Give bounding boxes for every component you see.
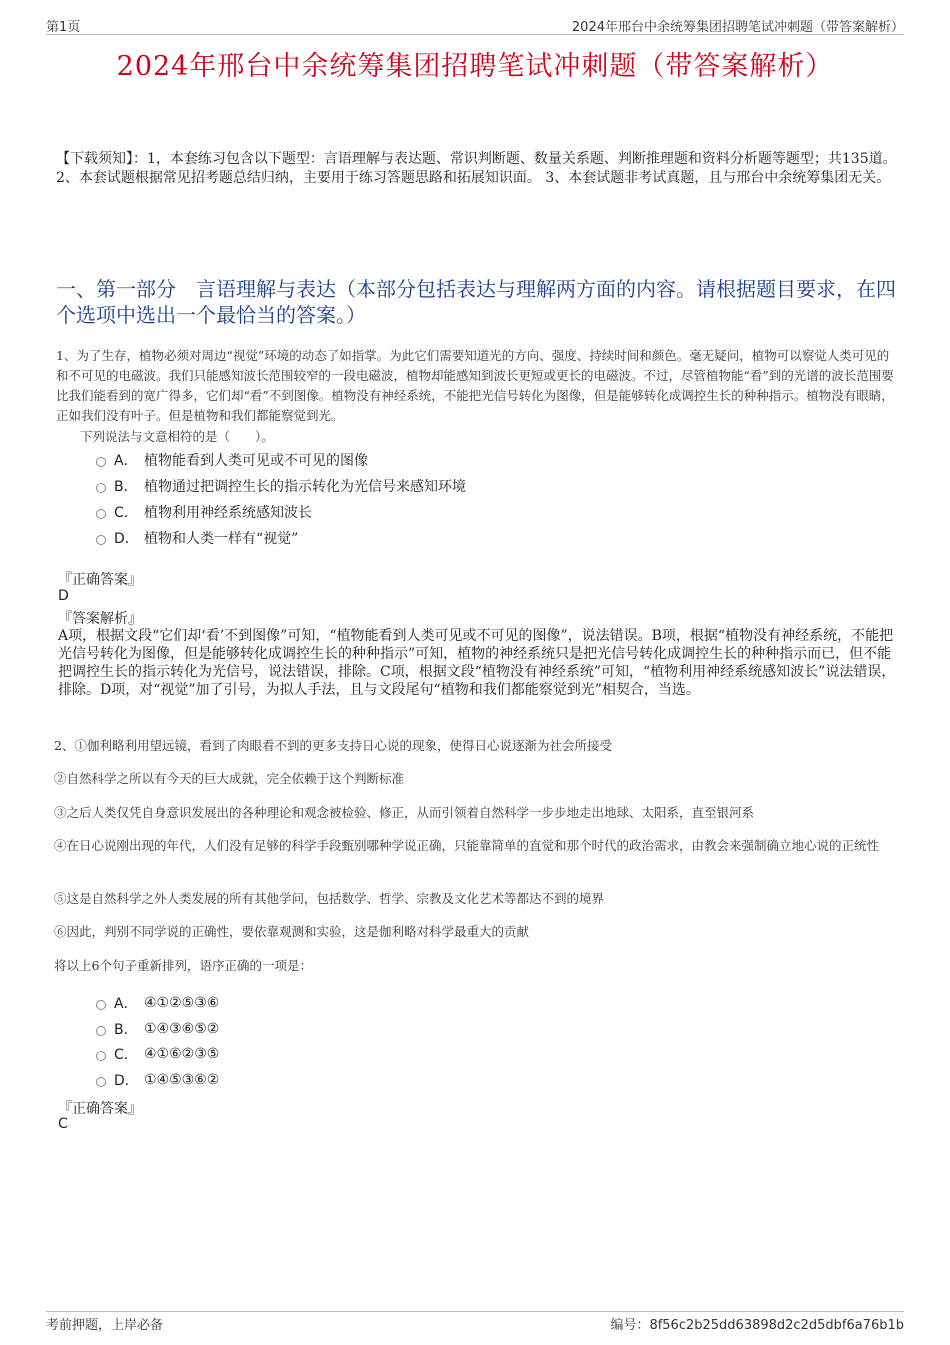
- option-text: 植物能看到人类可见或不可见的图像: [144, 453, 368, 469]
- q2-option-a[interactable]: [96, 993, 219, 1013]
- radio-icon[interactable]: [96, 1026, 106, 1036]
- option-letter: C．: [114, 505, 138, 521]
- q1-option-c[interactable]: [96, 502, 312, 522]
- q1-analysis-label: 『答案解析』: [58, 611, 142, 627]
- option-letter: A．: [114, 996, 138, 1012]
- q2-sentence-3: ③之后人类仅凭自身意识发展出的各种理论和观念被检验、修正，从而引领着自然科学一步步地走出地球、太阳系，直至银河系: [54, 805, 755, 820]
- q1-answer-label: 『正确答案』: [58, 572, 142, 588]
- option-letter: D．: [114, 1073, 139, 1089]
- question-1-text: 1、为了生存，植物必须对周边“视觉”环境的动态了如指掌。为此它们需要知道光的方向、强度、持续时间和颜色。毫无疑问，植物可以察觉人类可见的和不可见的电磁波。我们只能感知波长范围较窄的一段电磁波，植物却能感知到波长更短或更长的电磁波。不过，尽管植物能“看”到的光谱的波长范围要比我们能看到的宽广得多，它们却“看”不到图像。植物没有神经系统，不能把光信号转化为图像，但是能够转化成调控生长的种种指示。植物没有眼睛，正如我们没有叶子。但是植物和我们都能察觉到光。: [56, 348, 894, 423]
- q1-option-a[interactable]: [96, 450, 368, 470]
- radio-icon[interactable]: [96, 1051, 106, 1061]
- page-footer: [46, 1311, 904, 1332]
- q2-sentence-5: ⑤这是自然科学之外人类发展的所有其他学问，包括数学、哲学、宗教及文化艺术等都达不到的境界: [54, 891, 605, 906]
- download-notice: 【下载须知】：1，本套练习包含以下题型：言语理解与表达题、常识判断题、数量关系题、判断推理题和资料分析题等题型；共135道。 2、本套试题根据常见招考题总结归纳，主要用于练习答题思路和拓展知识面。 3、本套试题非考试真题，且与邢台中余统筹集团无关。: [56, 151, 897, 186]
- document-title: 2024年邢台中余统筹集团招聘笔试冲刺题（带答案解析）: [116, 51, 834, 82]
- option-letter: B．: [114, 1022, 138, 1038]
- q1-analysis: A项，根据文段“它们却‘看’不到图像”可知，“植物能看到人类可见或不可见的图像”，说法错误。B项，根据“植物没有神经系统，不能把光信号转化为图像，但是能够转化成调控生长的种种指示”可知，植物的神经系统只是把光信号转化成调控生长的种种指示而已，但不能把调控生长的指示转化为光信号，说法错误，排除。C项，根据文段“植物没有神经系统”可知，“植物利用神经系统感知波长”说法错误，排除。D项，对“视觉”加了引号，为拟人手法，且与文段尾句“植物和我们都能察觉到光”相契合，当选。: [58, 628, 896, 698]
- footer-code: 编号：8f56c2b25dd63898d2c2d5dbf6a76b1b: [610, 1318, 904, 1333]
- option-letter: B．: [114, 479, 138, 495]
- q2-answer: C: [58, 1116, 68, 1132]
- q2-sentence-6: ⑥因此，判别不同学说的正确性，要依靠观测和实验，这是伽利略对科学最重大的贡献: [54, 924, 530, 939]
- option-text: ④①⑥②③⑤: [144, 1046, 220, 1062]
- footer-slogan: 考前押题，上岸必备: [46, 1318, 164, 1333]
- option-text: ①④⑤③⑥②: [144, 1072, 220, 1088]
- radio-icon[interactable]: [96, 509, 106, 519]
- q2-answer-label: 『正确答案』: [58, 1101, 142, 1117]
- q1-option-b[interactable]: [96, 476, 466, 496]
- radio-icon[interactable]: [96, 483, 106, 493]
- radio-icon[interactable]: [96, 535, 106, 545]
- section-title: 一、第一部分 言语理解与表达（本部分包括表达与理解两方面的内容。请根据题目要求，在四个选项中选出一个最恰当的答案。）: [56, 277, 896, 327]
- radio-icon[interactable]: [96, 457, 106, 467]
- option-letter: C．: [114, 1047, 138, 1063]
- header-doc-title: 2024年邢台中余统筹集团招聘笔试冲刺题（带答案解析）: [571, 20, 904, 35]
- radio-icon[interactable]: [96, 1077, 106, 1087]
- option-text: ④①②⑤③⑥: [144, 995, 220, 1011]
- page-header: [46, 14, 904, 35]
- option-letter: D．: [114, 531, 139, 547]
- q2-option-b[interactable]: [96, 1019, 219, 1039]
- page-number: 第1页: [46, 20, 81, 35]
- radio-icon[interactable]: [96, 1000, 106, 1010]
- option-text: 植物通过把调控生长的指示转化为光信号来感知环境: [144, 479, 466, 495]
- q2-option-c[interactable]: [96, 1044, 219, 1064]
- q1-answer: D: [58, 588, 69, 604]
- option-text: 植物和人类一样有“视觉”: [144, 531, 299, 547]
- q2-sentence-2: ②自然科学之所以有今天的巨大成就，完全依赖于这个判断标准: [54, 771, 405, 786]
- option-text: ①④③⑥⑤②: [144, 1021, 220, 1037]
- q2-stem: 将以上6个句子重新排列，语序正确的一项是：: [54, 958, 312, 973]
- option-letter: A．: [114, 453, 138, 469]
- q2-sentence-4: ④在日心说刚出现的年代，人们没有足够的科学手段甄别哪种学说正确，只能靠简单的直觉和那个时代的政治需求，由教会来强制确立地心说的正统性: [54, 838, 880, 853]
- question-1-stem: 下列说法与文意相符的是（ ）。: [80, 429, 274, 444]
- option-text: 植物利用神经系统感知波长: [144, 505, 312, 521]
- q2-option-d[interactable]: [96, 1070, 219, 1090]
- q2-sentence-1: 2、①伽利略利用望远镜，看到了肉眼看不到的更多支持日心说的现象，使得日心说逐渐为社会所接受: [54, 738, 612, 753]
- q1-option-d[interactable]: [96, 528, 298, 548]
